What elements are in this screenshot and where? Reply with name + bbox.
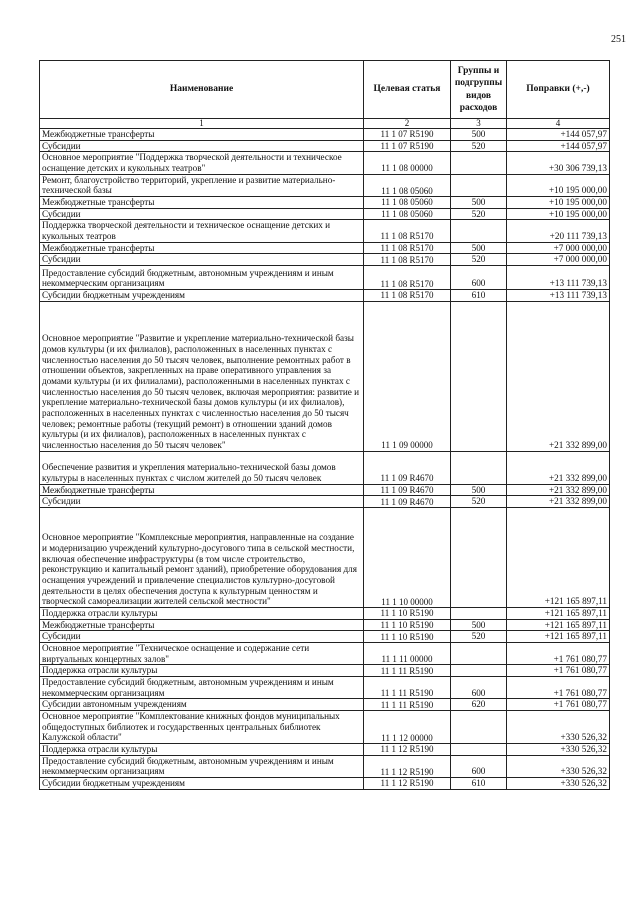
row-name: Основное мероприятие "Комплексные мероприятия, направленные на создание и модернизацию учреждений культурно-досугового типа в сельской местности, включая обеспечение инфраструктуры (в том числе строительство, реконструкцию и капитальный ремонт зданий), приобретение оборудования для оснащения учреждений и привлечение специалистов культурно-досуговой деятельности в целях обеспечения доступа к культурным ценностям и творческой самореализации жителей сельской местности" [40, 508, 364, 608]
row-amount: +1 761 080,77 [507, 665, 610, 677]
row-group: 600 [451, 755, 507, 777]
table-row [40, 711, 610, 744]
row-amount: +13 111 739,13 [507, 290, 610, 302]
row-group [451, 174, 507, 196]
header-groups-line: видов [465, 90, 492, 101]
table-row [40, 290, 610, 302]
table-row [40, 451, 610, 484]
row-amount: +20 111 739,13 [507, 220, 610, 242]
row-name: Субсидии [40, 208, 364, 220]
row-code: 11 1 11 00000 [364, 643, 451, 665]
row-group [451, 451, 507, 484]
row-amount: +21 332 899,00 [507, 496, 610, 508]
row-code: 11 1 08 R5170 [364, 266, 451, 290]
row-name: Ремонт, благоустройство территорий, укрепление и развитие материально-технической базы [40, 174, 364, 196]
row-group: 600 [451, 677, 507, 699]
table-row [40, 220, 610, 242]
header-groups-line: расходов [459, 102, 498, 113]
table-header-row [40, 61, 610, 119]
row-name: Межбюджетные трансферты [40, 484, 364, 496]
row-code: 11 1 08 R5170 [364, 290, 451, 302]
row-amount: +21 332 899,00 [507, 484, 610, 496]
row-code: 11 1 08 05060 [364, 174, 451, 196]
row-name: Основное мероприятие "Развитие и укрепление материально-технической базы домов культуры (и их филиалов), расположенных в населенных пунктах с численностью населения до 50 тысяч человек, выполнение ремонтных работ в отношении объектов, закрепленных на праве оперативного управления за домами культуры (и их филиалами), расположенными в населенных пунктах с численностью населения до 50 тысяч человек, включая мероприятия: развитие и укрепление материально-технической базы домов культуры (и их филиалов), расположенных в населенных пунктах с численностью населения до 50 тысяч человек; ремонтные работы (текущий ремонт) в отношении зданий домов культуры (и их филиалов), расположенных в населенных пунктах с численностью населения до 50 тысяч человек" [40, 301, 364, 451]
row-code: 11 1 08 05060 [364, 208, 451, 220]
row-group [451, 301, 507, 451]
row-amount: +7 000 000,00 [507, 242, 610, 254]
row-name: Основное мероприятие "Поддержка творческой деятельности и техническое оснащение детских и кукольных театров" [40, 152, 364, 174]
header-groups-line: подгруппы [454, 78, 503, 89]
row-code: 11 1 08 R5170 [364, 220, 451, 242]
row-amount: +1 761 080,77 [507, 677, 610, 699]
row-amount: +1 761 080,77 [507, 643, 610, 665]
row-group: 600 [451, 266, 507, 290]
row-name: Обеспечение развития и укрепления материально-технической базы домов культуры в населенных пунктах с числом жителей до 50 тысяч человек [40, 451, 364, 484]
row-group: 500 [451, 619, 507, 631]
row-code: 11 1 12 R5190 [364, 755, 451, 777]
row-amount: +7 000 000,00 [507, 254, 610, 266]
row-group: 500 [451, 242, 507, 254]
table-row [40, 208, 610, 220]
row-amount: +330 526,32 [507, 711, 610, 744]
table-row [40, 266, 610, 290]
row-code: 11 1 10 R5190 [364, 608, 451, 620]
row-name: Субсидии [40, 140, 364, 152]
row-amount: +30 306 739,13 [507, 152, 610, 174]
table-row [40, 744, 610, 756]
row-name: Поддержка творческой деятельности и техническое оснащение детских и кукольных театров [40, 220, 364, 242]
row-amount: +330 526,32 [507, 744, 610, 756]
row-group [451, 608, 507, 620]
row-code: 11 1 12 R5190 [364, 778, 451, 790]
row-name: Субсидии бюджетным учреждениям [40, 778, 364, 790]
table-row [40, 140, 610, 152]
row-name: Поддержка отрасли культуры [40, 744, 364, 756]
row-name: Субсидии бюджетным учреждениям [40, 290, 364, 302]
row-name: Субсидии [40, 631, 364, 643]
budget-amendments-table [39, 60, 610, 790]
row-code: 11 1 09 00000 [364, 301, 451, 451]
row-name: Поддержка отрасли культуры [40, 665, 364, 677]
row-amount: +1 761 080,77 [507, 699, 610, 711]
row-amount: +121 165 897,11 [507, 608, 610, 620]
row-name: Предоставление субсидий бюджетным, автономным учреждениям и иным некоммерческим организациям [40, 266, 364, 290]
column-number: 1 [40, 119, 364, 129]
row-amount: +121 165 897,11 [507, 508, 610, 608]
row-code: 11 1 12 R5190 [364, 744, 451, 756]
row-name: Субсидии [40, 496, 364, 508]
table-row [40, 301, 610, 451]
row-group [451, 643, 507, 665]
row-group: 500 [451, 129, 507, 141]
row-group [451, 711, 507, 744]
table-row [40, 699, 610, 711]
table-row [40, 129, 610, 141]
table-row [40, 608, 610, 620]
table-row [40, 254, 610, 266]
row-amount: +10 195 000,00 [507, 208, 610, 220]
table-row [40, 778, 610, 790]
row-code: 11 1 08 R5170 [364, 254, 451, 266]
header-target-article: Целевая статья [364, 61, 451, 119]
header-amendments: Поправки (+,-) [507, 61, 610, 119]
table-row [40, 197, 610, 209]
row-group: 520 [451, 496, 507, 508]
row-code: 11 1 10 R5190 [364, 631, 451, 643]
row-code: 11 1 10 00000 [364, 508, 451, 608]
row-name: Основное мероприятие "Техническое оснащение и содержание сети виртуальных концертных залов" [40, 643, 364, 665]
row-amount: +21 332 899,00 [507, 301, 610, 451]
row-code: 11 1 07 R5190 [364, 140, 451, 152]
row-name: Предоставление субсидий бюджетным, автономным учреждениям и иным некоммерческим организациям [40, 677, 364, 699]
row-name: Субсидии [40, 254, 364, 266]
row-amount: +144 057,97 [507, 140, 610, 152]
row-amount: +330 526,32 [507, 778, 610, 790]
row-amount: +330 526,32 [507, 755, 610, 777]
row-group [451, 220, 507, 242]
row-name: Основное мероприятие "Комплектование книжных фондов муниципальных общедоступных библиотек и государственных центральных библиотек Калужской области" [40, 711, 364, 744]
row-code: 11 1 09 R4670 [364, 451, 451, 484]
row-code: 11 1 11 R5190 [364, 699, 451, 711]
table-row [40, 631, 610, 643]
row-group [451, 744, 507, 756]
table-row [40, 755, 610, 777]
row-group: 520 [451, 254, 507, 266]
row-group [451, 152, 507, 174]
row-name: Межбюджетные трансферты [40, 197, 364, 209]
table-row [40, 174, 610, 196]
table-row [40, 484, 610, 496]
column-number: 4 [507, 119, 610, 129]
row-amount: +144 057,97 [507, 129, 610, 141]
table-row [40, 496, 610, 508]
row-name: Предоставление субсидий бюджетным, автономным учреждениям и иным некоммерческим организациям [40, 755, 364, 777]
row-group [451, 665, 507, 677]
row-amount: +10 195 000,00 [507, 197, 610, 209]
column-number: 2 [364, 119, 451, 129]
row-name: Межбюджетные трансферты [40, 242, 364, 254]
column-number-row [40, 119, 610, 129]
row-group: 610 [451, 290, 507, 302]
row-code: 11 1 08 00000 [364, 152, 451, 174]
row-group [451, 508, 507, 608]
row-amount: +121 165 897,11 [507, 619, 610, 631]
table-row [40, 677, 610, 699]
header-name: Наименование [40, 61, 364, 119]
row-name: Поддержка отрасли культуры [40, 608, 364, 620]
row-group: 520 [451, 631, 507, 643]
row-group: 610 [451, 778, 507, 790]
row-name: Межбюджетные трансферты [40, 129, 364, 141]
header-expense-groups [451, 61, 507, 119]
row-amount: +13 111 739,13 [507, 266, 610, 290]
row-group: 500 [451, 197, 507, 209]
row-code: 11 1 09 R4670 [364, 496, 451, 508]
row-name: Субсидии автономным учреждениям [40, 699, 364, 711]
table-row [40, 242, 610, 254]
row-group: 520 [451, 208, 507, 220]
table-row [40, 643, 610, 665]
table-row [40, 152, 610, 174]
header-groups-line: Группы и [457, 65, 500, 76]
row-group: 520 [451, 140, 507, 152]
row-code: 11 1 11 R5190 [364, 677, 451, 699]
table-row [40, 619, 610, 631]
row-group: 500 [451, 484, 507, 496]
row-group: 620 [451, 699, 507, 711]
row-code: 11 1 08 05060 [364, 197, 451, 209]
row-code: 11 1 07 R5190 [364, 129, 451, 141]
table-row [40, 508, 610, 608]
row-amount: +121 165 897,11 [507, 631, 610, 643]
page-number: 251 [611, 34, 626, 45]
column-number: 3 [451, 119, 507, 129]
row-name: Межбюджетные трансферты [40, 619, 364, 631]
row-amount: +10 195 000,00 [507, 174, 610, 196]
row-code: 11 1 12 00000 [364, 711, 451, 744]
row-code: 11 1 08 R5170 [364, 242, 451, 254]
row-code: 11 1 11 R5190 [364, 665, 451, 677]
row-amount: +21 332 899,00 [507, 451, 610, 484]
table-row [40, 665, 610, 677]
row-code: 11 1 09 R4670 [364, 484, 451, 496]
row-code: 11 1 10 R5190 [364, 619, 451, 631]
